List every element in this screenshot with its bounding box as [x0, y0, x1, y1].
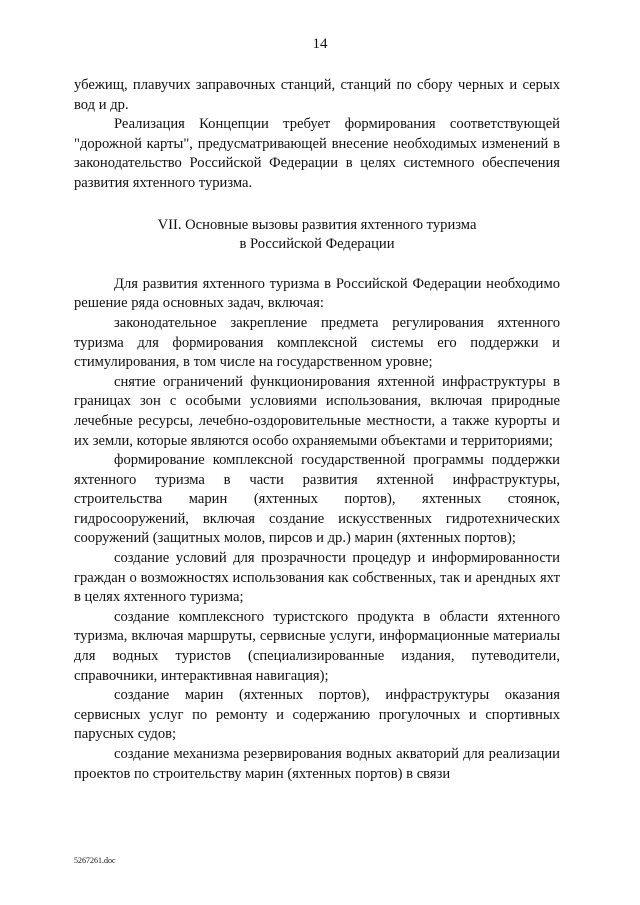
list-item: создание комплексного туристского продукта в области яхтенного туризма, включая маршруты, сервисные услуги, информационные материалы для водных туристов (специализированные издания, путеводители, справочники, интерактивная навигация);	[74, 608, 560, 684]
section-heading-line-2: в Российской Федерации	[239, 236, 395, 253]
list-item: снятие ограничений функционирования яхтенной инфраструктуры в границах зон с особыми условиями использования, включая природные лечебные ресурсы, лечебно-оздоровительные местности, а также курорты и их земли, которые являются особо охраняемыми объектами и территориями;	[74, 373, 560, 449]
list-item: формирование комплексной государственной программы поддержки яхтенного туризма в части развития яхтенной инфраструктуры, строительства марин (яхтенных портов), яхтенных стоянок, гидросооружений, включая создание искусственных гидротехнических сооружений (защитных молов, пирсов и др.) марин (яхтенных портов);	[74, 452, 560, 547]
paragraph: убежищ, плавучих заправочных станций, станций по сбору черных и серых вод и др.	[74, 77, 560, 113]
list-item: законодательное закрепление предмета регулирования яхтенного туризма для формирования комплексной системы его поддержки и стимулирования, в том числе на государственном уровне;	[74, 314, 560, 371]
page-number: 14	[312, 36, 328, 52]
list-item: создание марин (яхтенных портов), инфраструктуры оказания сервисных услуг по ремонту и содержанию прогулочных и спортивных парусных судов;	[74, 687, 560, 743]
list-item: создание условий для прозрачности процедур и информированности граждан о возможностях использования как собственных, так и арендных яхт в целях яхтенного туризма;	[74, 550, 560, 606]
paragraph: Реализация Концепции требует формирования соответствующей "дорожной карты", предусматривающей внесение необходимых изменений в законодательство Российской Федерации в целях системного обеспечения развития яхтенного туризма.	[74, 116, 560, 191]
document-body	[74, 76, 560, 784]
section-heading	[74, 216, 560, 255]
section-heading-line-1: VII. Основные вызовы развития яхтенного туризма	[157, 216, 477, 233]
list-item: создание механизма резервирования водных акваторий для реализации проектов по строительству марин (яхтенных портов) в связи	[74, 746, 560, 782]
paragraph: Для развития яхтенного туризма в Российской Федерации необходимо решение ряда основных задач, включая:	[74, 275, 560, 312]
document-filename-footer: 5267261.doc	[74, 856, 116, 865]
